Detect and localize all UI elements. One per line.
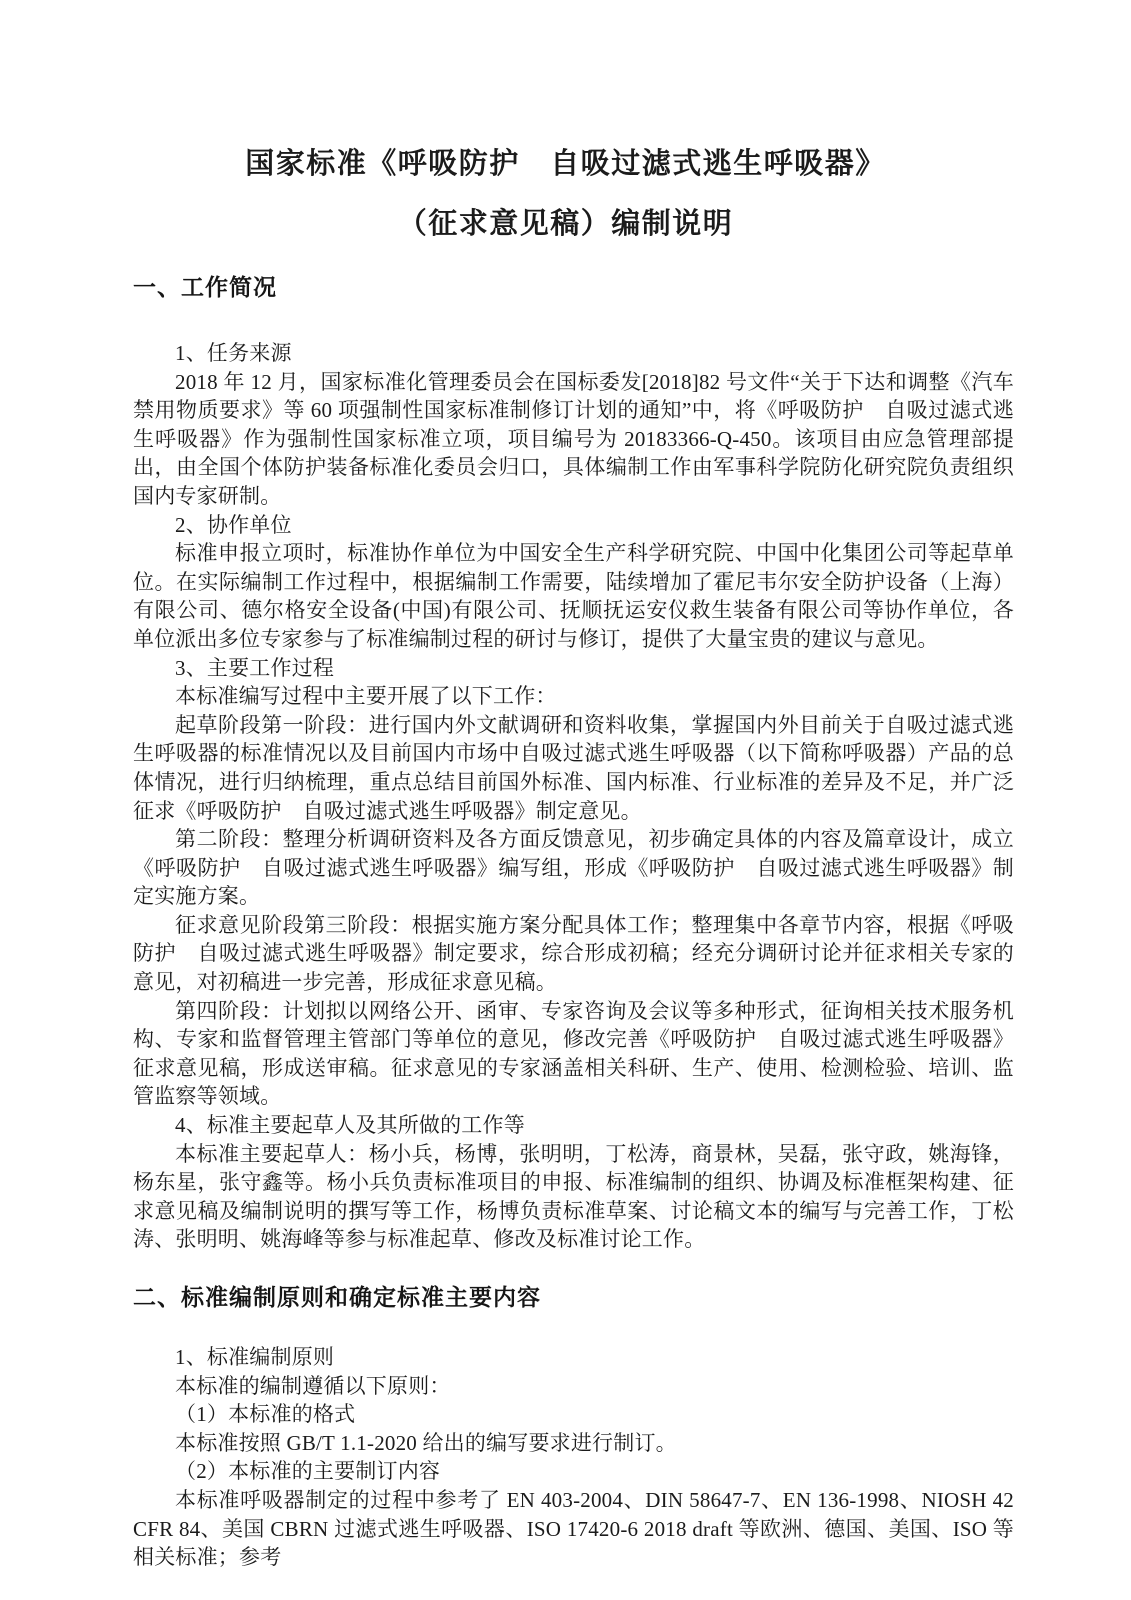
section-heading-2: 二、标准编制原则和确定标准主要内容	[133, 1284, 541, 1310]
paragraph: 4、标准主要起草人及其所做的工作等	[175, 1113, 525, 1138]
paragraph: 本标准编写过程中主要开展了以下工作：	[175, 684, 557, 709]
document-body	[133, 271, 1014, 1572]
paragraph: 标准申报立项时，标准协作单位为中国安全生产科学研究院、中国中化集团公司等起草单位。在实际编制工作过程中，根据编制工作需要，陆续增加了霍尼韦尔安全防护设备（上海）有限公司、德尔格安全设备(中国)有限公司、抚顺抚运安仪救生装备有限公司等协作单位，各单位派出多位专家参与了标准编制过程的研讨与修订，提供了大量宝贵的建议与意见。	[133, 541, 1014, 651]
paragraph: 第二阶段：整理分析调研资料及各方面反馈意见，初步确定具体的内容及篇章设计，成立《呼吸防护 自吸过滤式逃生呼吸器》编写组，形成《呼吸防护 自吸过滤式逃生呼吸器》制定实施方案。	[133, 827, 1014, 909]
paragraph: 起草阶段第一阶段：进行国内外文献调研和资料收集，掌握国内外目前关于自吸过滤式逃生呼吸器的标准情况以及目前国内市场中自吸过滤式逃生呼吸器（以下简称呼吸器）产品的总体情况，进行归纳梳理，重点总结目前国外标准、国内标准、行业标准的差异及不足，并广泛征求《呼吸防护 自吸过滤式逃生呼吸器》制定意见。	[133, 712, 1014, 823]
paragraph: 本标准呼吸器制定的过程中参考了 EN 403-2004、DIN 58647-7、EN 136-1998、NIOSH 42 CFR 84、美国 CBRN 过滤式逃生呼吸器、ISO 17420-6 2018 draft 等欧洲、德国、美国、ISO 等相关标准；参考	[133, 1487, 1014, 1570]
paragraph: 2、协作单位	[175, 512, 292, 537]
paragraph: 1、标准编制原则	[175, 1345, 335, 1369]
paragraph: （1）本标准的格式	[175, 1402, 356, 1427]
paragraph: 1、任务来源	[175, 341, 292, 365]
paragraph: 本标准的编制遵循以下原则：	[175, 1373, 451, 1398]
document-title-line2: （征求意见稿）编制说明	[397, 208, 734, 240]
paragraph: 本标准按照 GB/T 1.1-2020 给出的编写要求进行制订。	[175, 1430, 677, 1455]
paragraph: （2）本标准的主要制订内容	[175, 1459, 441, 1484]
paragraph: 第四阶段：计划拟以网络公开、函审、专家咨询及会议等多种形式，征询相关技术服务机构、专家和监督管理主管部门等单位的意见，修改完善《呼吸防护 自吸过滤式逃生呼吸器》征求意见稿，形成送审稿。征求意见的专家涵盖相关科研、生产、使用、检测检验、培训、监管监察等领域。	[133, 998, 1014, 1109]
paragraph: 征求意见阶段第三阶段：根据实施方案分配具体工作；整理集中各章节内容，根据《呼吸防护 自吸过滤式逃生呼吸器》制定要求，综合形成初稿；经充分调研讨论并征求相关专家的意见，对初稿进一步完善，形成征求意见稿。	[133, 912, 1014, 995]
section-heading-1: 一、工作简况	[133, 274, 277, 300]
paragraph: 2018 年 12 月，国家标准化管理委员会在国标委发[2018]82 号文件“关于下达和调整《汽车禁用物质要求》等 60 项强制性国家标准制修订计划的通知”中，将《呼吸防护 自吸过滤式逃生呼吸器》作为强制性国家标准立项，项目编号为 20183366-Q-450。该项目由应急管理部提出，由全国个体防护装备标准化委员会归口，具体编制工作由军事科学院防化研究院负责组织国内专家研制。	[133, 369, 1014, 508]
document-title-line1: 国家标准《呼吸防护 自吸过滤式逃生呼吸器》	[245, 148, 886, 180]
paragraph: 3、主要工作过程	[175, 655, 335, 680]
paragraph: 本标准主要起草人：杨小兵，杨博，张明明，丁松涛，商景林，吴磊，张守政，姚海锋，杨东星，张守鑫等。杨小兵负责标准项目的申报、标准编制的组织、协调及标准框架构建、征求意见稿及编制说明的撰写等工作，杨博负责标准草案、讨论稿文本的编写与完善工作，丁松涛、张明明、姚海峰等参与标准起草、修改及标准讨论工作。	[133, 1141, 1014, 1252]
